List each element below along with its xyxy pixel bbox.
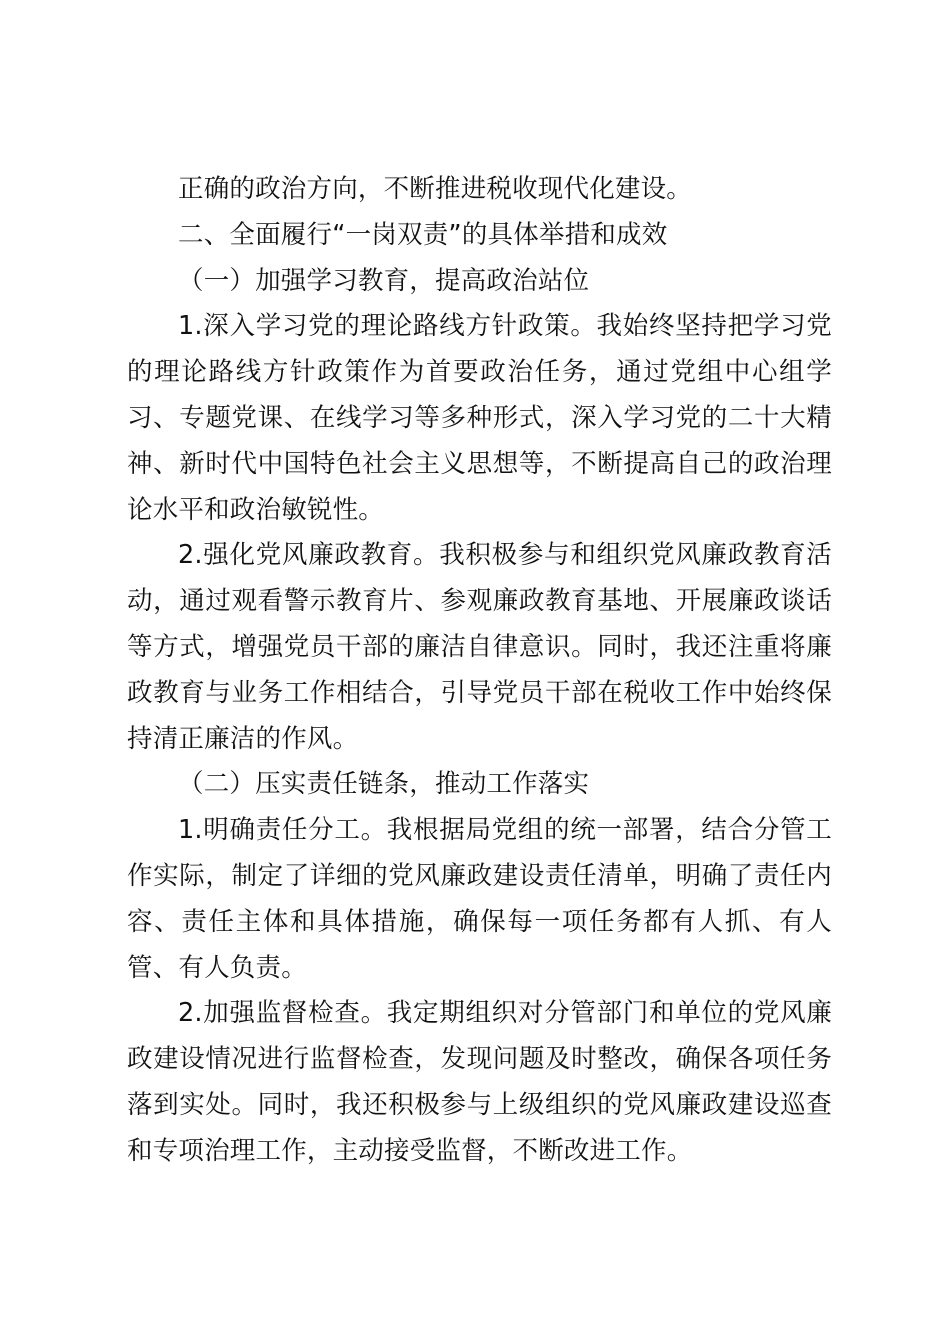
section-heading: 二、全面履行“一岗双责”的具体举措和成效: [178, 219, 668, 250]
paragraph-item-2-2: 2.加强监督检查。我定期组织对分管部门和单位的党风廉政建设情况进行监督检查，发现问题及时整改，确保各项任务落到实处。同时，我还积极参与上级组织的党风廉政建设巡查和专项治理工作，主动接受监督，不断改进工作。: [127, 998, 832, 1166]
paragraph-item-1-1: 1.深入学习党的理论路线方针政策。我始终坚持把学习党的理论路线方针政策作为首要政治任务，通过党组中心组学习、专题党课、在线学习等多种形式，深入学习党的二十大精神、新时代中国特色社会主义思想等，不断提高自己的政治理论水平和政治敏锐性。: [127, 311, 832, 525]
subsection-heading-1: （一）加强学习教育，提高政治站位: [178, 265, 590, 296]
document-body: [127, 167, 832, 1175]
paragraph-item-2-1: 1.明确责任分工。我根据局党组的统一部署，结合分管工作实际，制定了详细的党风廉政建设责任清单，明确了责任内容、责任主体和具体措施，确保每一项任务都有人抓、有人管、有人负责。: [127, 815, 832, 983]
subsection-heading-2: （二）压实责任链条，推动工作落实: [178, 769, 590, 800]
paragraph-item-1-2: 2.强化党风廉政教育。我积极参与和组织党风廉政教育活动，通过观看警示教育片、参观廉政教育基地、开展廉政谈话等方式，增强党员干部的廉洁自律意识。同时，我还注重将廉政教育与业务工作相结合，引导党员干部在税收工作中始终保持清正廉洁的作风。: [127, 540, 832, 754]
paragraph-continuation: 正确的政治方向，不断推进税收现代化建设。: [178, 174, 693, 204]
